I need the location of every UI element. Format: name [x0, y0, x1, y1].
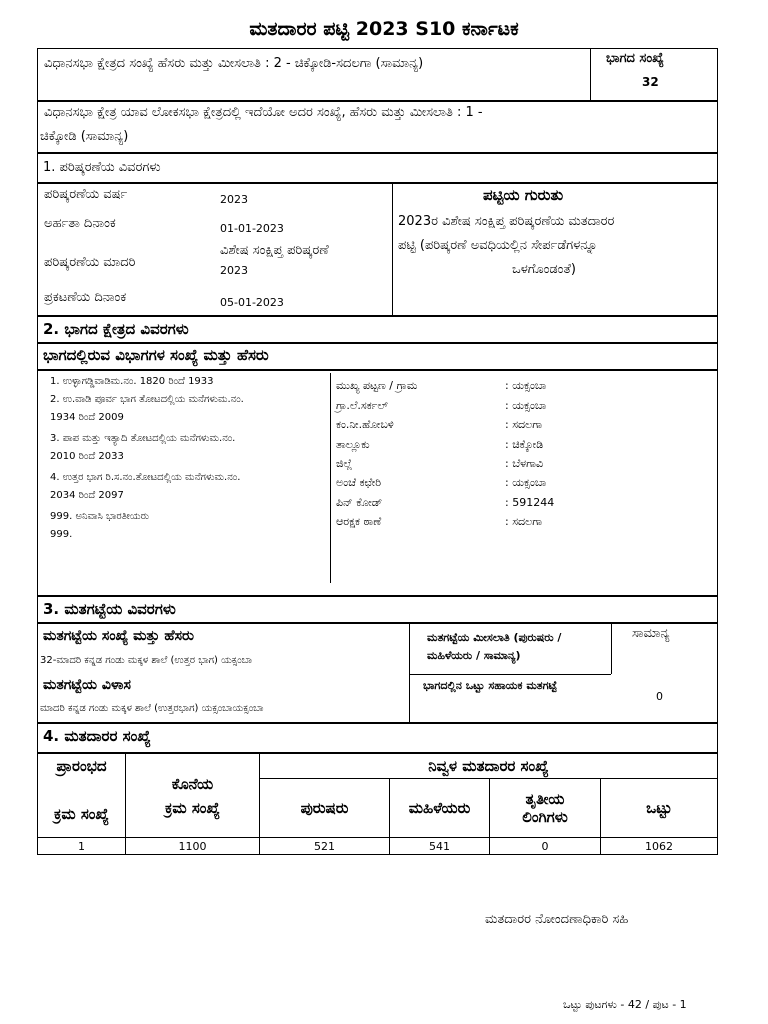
revision-type-label: ಪರಿಷ್ಕರಣೆಯ ಮಾದರಿ	[44, 255, 136, 270]
section-list-item: 999. ಅನಿವಾಸಿ ಭಾರತೀಯರು	[50, 511, 150, 522]
qualifying-date-value: 01-01-2023	[220, 222, 284, 235]
section1-heading: 1. ಪರಿಷ್ಕರಣೆಯ ವಿವರಗಳು	[43, 160, 161, 175]
total-value: 1062	[601, 838, 718, 855]
publication-date-label: ಪ್ರಕಟಣೆಯ ದಿನಾಂಕ	[44, 290, 127, 305]
revision-type-year: 2023	[220, 264, 248, 277]
detail-value: : ಯಕ್ಸಂಬಾ	[505, 399, 547, 412]
detail-label: ಗ್ರಾ.ಲೆ.ಸರ್ಕಲ್	[336, 399, 389, 412]
section-list-item: 2010 ರಿಂದೆ 2033	[50, 451, 124, 462]
station-label: ಮತಗಟ್ಟೆಯ ಸಂಖ್ಯೆ ಮತ್ತು ಹೆಸರು	[43, 628, 194, 644]
female-header: ಮಹಿಳೆಯರು	[390, 779, 490, 838]
detail-label: ಅಂಚೆ ಕಛೇರಿ	[336, 476, 382, 489]
list-id-line2: ಪಟ್ಟಿ (ಪರಿಷ್ಕರಣೆ ಅವಧಿಯಲ್ಲಿನ ಸೇರ್ಪಡೆಗಳನ್ನೂ	[398, 238, 598, 253]
detail-label: ಕಂ.ನೀ.ಹೋಬಳಿ	[336, 418, 394, 431]
net-voters-header: ನಿವ್ವಳ ಮತದಾರರ ಸಂಖ್ಯೆ	[260, 754, 718, 779]
section-list-item: 2. ಉ.ವಾಡಿ ಪೂರ್ವ ಭಾಗ ತೋಟದಲ್ಲಿಯ ಮನೆಗಳುಮ.ನಂ.	[50, 394, 244, 405]
section-list-item: 1. ಉಳ್ಳಾಗಡ್ಡಿವಾಡಿಮ.ನಂ. 1820 ರಿಂದೆ 1933	[50, 376, 214, 387]
section4-heading: 4. ಮತದಾರರ ಸಂಖ್ಯೆ	[43, 727, 151, 745]
detail-value: : ಯಕ್ಸಂಬಾ	[505, 379, 547, 392]
reservation-label-line1: ಮತಗಟ್ಟೆಯ ಮೀಸಲಾತಿ (ಪುರುಷರು /	[427, 631, 562, 644]
detail-value: : ಚಿಕ್ಕೋಡಿ	[505, 438, 544, 451]
list-id-line1: 2023ರ ವಿಶೇಷ ಸಂಕ್ಷಿಪ್ತ ಪರಿಷ್ಕರಣೆಯ ಮತದಾರರ	[398, 214, 615, 229]
section3-heading: 3. ಮತಗಟ್ಟೆಯ ವಿವರಗಳು	[43, 600, 176, 618]
publication-date-value: 05-01-2023	[220, 296, 284, 309]
revision-type-value: ವಿಶೇಷ ಸಂಕ್ಷಿಪ್ತ ಪರಿಷ್ಕರಣೆ	[220, 243, 329, 258]
end-serial-header: ಕೊನೆಯ ಕ್ರಮ ಸಂಖ್ಯೆ	[126, 754, 260, 838]
revision-year-value: 2023	[220, 193, 248, 206]
detail-label: ಜಿಲ್ಲೆ	[336, 457, 353, 470]
detail-value: : ಯಕ್ಸಂಬಾ	[505, 476, 547, 489]
end-serial-value: 1100	[126, 838, 260, 855]
section-list-item: 4. ಉತ್ತರ ಭಾಗ ರಿ.ಸ.ನಂ.ತೋಟದಲ್ಲಿಯ ಮನೆಗಳುಮ.ನಂ.	[50, 472, 241, 483]
aux-station-value: 0	[656, 690, 663, 703]
section1-body	[37, 183, 718, 316]
list-id-heading: ಪಟ್ಟಿಯ ಗುರುತು	[483, 186, 564, 204]
detail-label: ಮುಖ್ಯ ಪಟ್ಟಣ / ಗ್ರಾಮ	[336, 379, 418, 392]
third-gender-value: 0	[490, 838, 601, 855]
page-info: ಒಟ್ಟು ಪುಟಗಳು - 42 / ಪುಟ - 1	[563, 998, 687, 1011]
registration-officer-signature: ಮತದಾರರ ನೋಂದಣಾಧಿಕಾರಿ ಸಹಿ	[485, 912, 629, 927]
section2-subheading: ಭಾಗದಲ್ಲಿರುವ ವಿಭಾಗಗಳ ಸಂಖ್ಯೆ ಮತ್ತು ಹೆಸರು	[43, 346, 269, 364]
detail-label: ಪಿನ್ ಕೋಡ್	[336, 496, 383, 509]
section-list-item: 3. ಪಾಪ ಮತ್ತು ಇತ್ಯಾದಿ ತೋಟದಲ್ಲಿಯ ಮನೆಗಳುಮ.ನಂ.	[50, 433, 236, 444]
start-serial-header: ಪ್ರಾರಂಭದ ಕ್ರಮ ಸಂಖ್ಯೆ	[38, 754, 126, 838]
reservation-value: ಸಾಮಾನ್ಯ	[632, 626, 670, 641]
detail-value: : 591244	[505, 496, 555, 509]
female-value: 541	[390, 838, 490, 855]
detail-value: : ಬೆಳಗಾವಿ	[505, 457, 544, 470]
voter-count-table	[37, 753, 718, 855]
lok-sabha-line2: ಚಿಕ್ಕೋಡಿ (ಸಾಮಾನ್ಯ)	[40, 129, 129, 144]
revision-year-label: ಪರಿಷ್ಕರಣೆಯ ವರ್ಷ	[44, 187, 128, 202]
total-header: ಒಟ್ಟು	[601, 779, 718, 838]
part-number-label: ಭಾಗದ ಸಂಖ್ಯೆ	[606, 51, 664, 66]
address-value: ಮಾದರಿ ಕನ್ನಡ ಗಂಡು ಮಕ್ಕಳ ಶಾಲೆ (ಉತ್ತರಭಾಗ) ಯಕ್ಸಂಬಾಯಕ್ಸಂಬಾ	[40, 703, 264, 714]
detail-label: ಆರಕ್ಷಕ ಠಾಣೆ	[336, 515, 382, 528]
part-number-value: 32	[642, 75, 659, 89]
detail-label: ತಾಲ್ಲೂಕು	[336, 438, 370, 451]
male-header: ಪುರುಷರು	[260, 779, 390, 838]
section-list-item: 2034 ರಿಂದೆ 2097	[50, 490, 124, 501]
page-title: ಮತದಾರರ ಪಟ್ಟಿ 2023 S10 ಕರ್ನಾಟಕ	[249, 18, 519, 40]
start-serial-value: 1	[38, 838, 126, 855]
address-label: ಮತಗಟ್ಟೆಯ ವಿಳಾಸ	[43, 677, 131, 693]
station-value: 32-ಮಾದರಿ ಕನ್ನಡ ಗಂಡು ಮಕ್ಕಳ ಶಾಲೆ (ಉತ್ತರ ಭಾಗ) ಯಕ್ಸಂಬಾ	[40, 655, 253, 666]
reservation-label-line2: ಮಹಿಳೆಯರು / ಸಾಮಾನ್ಯ)	[427, 649, 521, 662]
detail-value: : ಸದಲಗಾ	[505, 515, 543, 528]
section2-heading: 2. ಭಾಗದ ಕ್ಷೇತ್ರದ ವಿವರಗಳು	[43, 320, 189, 338]
qualifying-date-label: ಅರ್ಹತಾ ದಿನಾಂಕ	[44, 216, 116, 231]
section-list-item: 999.	[50, 529, 73, 540]
lok-sabha-line1: ವಿಧಾನಸಭಾ ಕ್ಷೇತ್ರ ಯಾವ ಲೋಕಸಭಾ ಕ್ಷೇತ್ರದಲ್ಲಿ ಇದೆಯೋ ಅದರ ಸಂಖ್ಯೆ, ಹೆಸರು ಮತ್ತು ಮೀಸಲಾತಿ : 1 -	[44, 105, 483, 120]
list-id-line3: ಒಳಗೊಂಡಂತೆ)	[512, 262, 576, 277]
section-list-item: 1934 ರಿಂದೆ 2009	[50, 412, 124, 423]
third-gender-header: ತೃತೀಯ ಲಿಂಗಿಗಳು	[490, 779, 601, 838]
male-value: 521	[260, 838, 390, 855]
aux-station-label: ಭಾಗದಲ್ಲಿನ ಒಟ್ಟು ಸಹಾಯಕ ಮತಗಟ್ಟೆ	[423, 679, 557, 692]
assembly-constituency: ವಿಧಾನಸಭಾ ಕ್ಷೇತ್ರದ ಸಂಖ್ಯೆ ಹೆಸರು ಮತ್ತು ಮೀಸಲಾತಿ : 2 - ಚಿಕ್ಕೋಡಿ-ಸದಲಗಾ (ಸಾಮಾನ್ಯ)	[44, 56, 424, 71]
detail-value: : ಸದಲಗಾ	[505, 418, 543, 431]
